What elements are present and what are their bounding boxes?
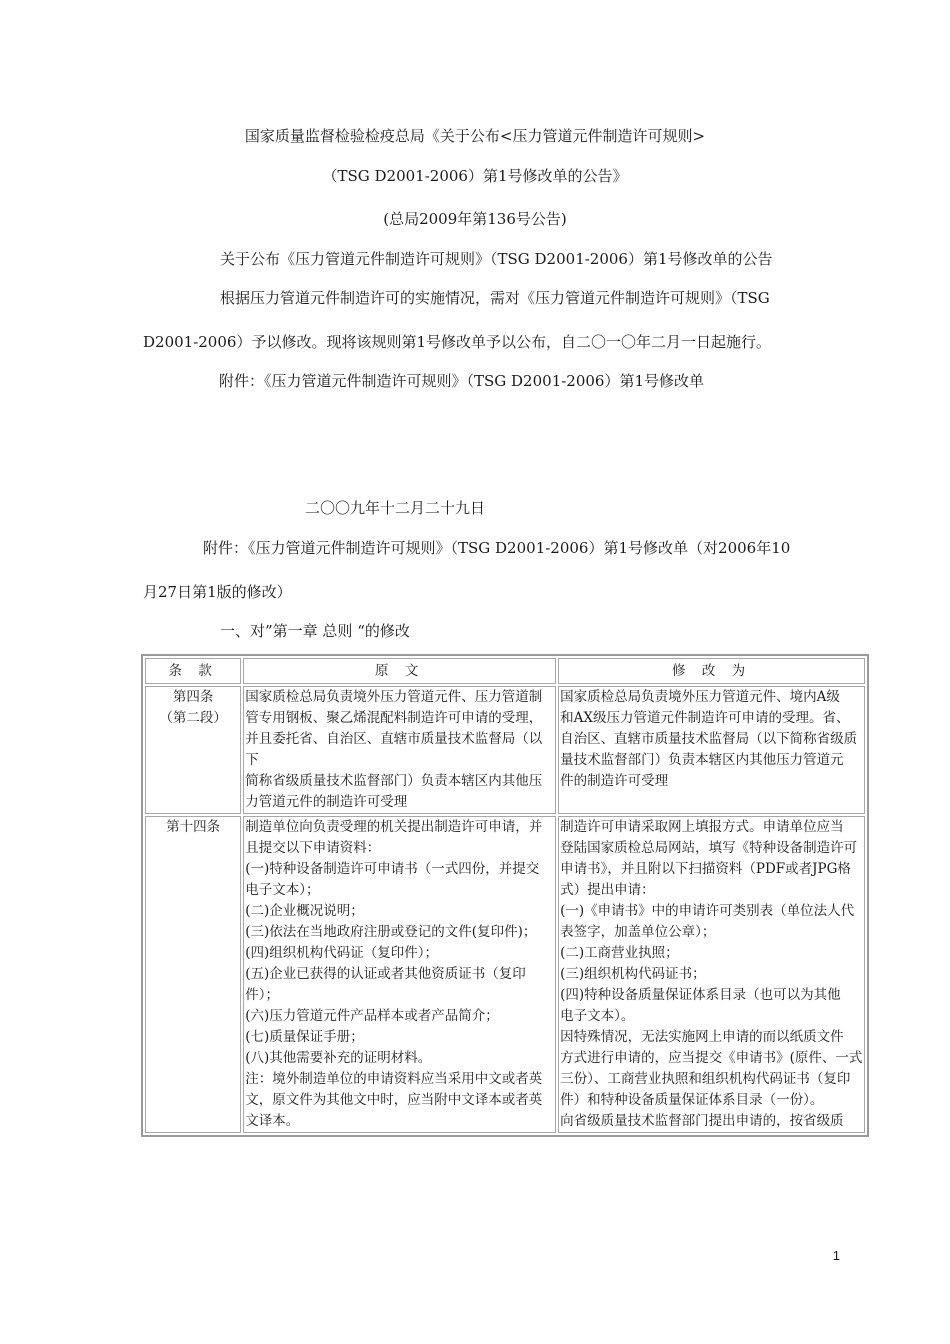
- table-row: [145, 686, 865, 814]
- notice-subject: 关于公布《压力管道元件制造许可规则》（TSG D2001-2006）第1号修改单的公告: [220, 250, 773, 268]
- clause-cell: [145, 686, 241, 814]
- text-line: 注：境外制造单位的申请资料应当采用中文或者英: [245, 1071, 543, 1087]
- clause-sub-label: （第二段）: [159, 710, 227, 726]
- text-line: 力管道元件的制造许可受理: [245, 794, 408, 810]
- text-line: (四)特种设备质量保证体系目录（也可以为其他: [560, 987, 841, 1003]
- text-line: 式）提出申请：: [560, 882, 655, 898]
- text-line: (三)依法在当地政府注册或登记的文件(复印件)；: [245, 924, 537, 940]
- text-line: (八)其他需要补充的证明材料。: [245, 1050, 432, 1066]
- text-line: (一)特种设备制造许可申请书（一式四份，并提交: [245, 861, 540, 877]
- notice-number: (总局2009年第136号公告): [383, 210, 567, 228]
- issue-date: 二〇〇九年十二月二十九日: [305, 499, 486, 517]
- text-line: 国家质检总局负责境外压力管道元件、境内A级: [560, 689, 840, 705]
- text-line: (七)质量保证手册；: [245, 1029, 364, 1045]
- text-line: 和AX级压力管道元件制造许可申请的受理。省、: [560, 710, 850, 726]
- text-line: 件）和特种设备质量保证体系目录（一份）。: [560, 1092, 824, 1108]
- text-line: 申请书》，并且附以下扫描资料（PDF或者JPG格: [560, 861, 851, 877]
- text-line: (五)企业已获得的认证或者其他资质证书（复印: [245, 966, 526, 982]
- text-line: 件）；: [245, 987, 280, 1003]
- text-line: 登陆国家质检总局网站，填写《特种设备制造许可: [560, 840, 858, 856]
- table-header-row: [145, 658, 865, 684]
- text-line: 文，原文件为其他文中时，应当附中文译本或者英: [245, 1092, 543, 1108]
- table-row: [145, 816, 865, 1133]
- text-line: 简称省级质量技术监督部门）负责本辖区内其他压: [245, 773, 543, 789]
- revised-text-cell: [558, 816, 865, 1133]
- clause-cell: 第十四条: [145, 816, 241, 1133]
- text-line: 制造单位向负责受理的机关提出制造许可申请，并: [245, 819, 543, 835]
- section-heading: 一、对”第一章 总则 “的修改: [220, 622, 410, 640]
- doc-title-line2: （TSG D2001-2006）第1号修改单的公告》: [322, 167, 628, 185]
- header-original: 原 文: [243, 658, 556, 684]
- revised-text-cell: [558, 686, 865, 814]
- text-line: 且提交以下申请资料：: [245, 840, 381, 856]
- attachment-reference: 附件：《压力管道元件制造许可规则》（TSG D2001-2006）第1号修改单: [219, 372, 705, 390]
- attachment-title-line1: 附件：《压力管道元件制造许可规则》（TSG D2001-2006）第1号修改单（对2006年10: [203, 539, 791, 557]
- text-line: 文译本。: [245, 1113, 300, 1129]
- text-line: 并且委托省、自治区、直辖市质量技术监督局（以下: [245, 731, 543, 768]
- header-revised: 修 改 为: [558, 658, 865, 684]
- clause-label: 第四条: [172, 689, 214, 705]
- amendment-table: [141, 654, 869, 1137]
- text-line: 电子文本）。: [560, 1008, 635, 1024]
- text-line: (一)《申请书》中的申请许可类别表（单位法人代: [560, 903, 855, 919]
- text-line: 量技术监督部门）负责本辖区内其他压力管道元: [560, 752, 844, 768]
- text-line: (四)组织机构代码证（复印件）；: [245, 945, 439, 961]
- text-line: 三份）、工商营业执照和组织机构代码证书（复印: [560, 1071, 851, 1087]
- paragraph-1-line1: 根据压力管道元件制造许可的实施情况，需对《压力管道元件制造许可规则》（TSG: [220, 289, 770, 307]
- doc-title-line1: 国家质量监督检验检疫总局《关于公布<压力管道元件制造许可规则>: [244, 127, 706, 145]
- header-clause: 条 款: [145, 658, 241, 684]
- text-line: (二)企业概况说明；: [245, 903, 364, 919]
- text-line: 向省级质量技术监督部门提出申请的，按省级质: [560, 1113, 844, 1129]
- text-line: 国家质检总局负责境外压力管道元件、压力管道制: [245, 689, 543, 705]
- page-number: 1: [832, 1248, 840, 1263]
- text-line: 管专用钢板、聚乙烯混配料制造许可申请的受理，: [245, 710, 543, 726]
- text-line: (六)压力管道元件产品样本或者产品简介；: [245, 1008, 499, 1024]
- text-line: 自治区、直辖市质量技术监督局（以下简称省级质: [560, 731, 858, 747]
- paragraph-1-line2: D2001-2006）予以修改。现将该规则第1号修改单予以公布，自二〇一〇年二月一日起施行。: [143, 333, 771, 351]
- text-line: 方式进行申请的，应当提交《申请书》(原件、一式: [560, 1050, 863, 1066]
- text-line: 制造许可申请采取网上填报方式。申请单位应当: [560, 819, 844, 835]
- text-line: 因特殊情况，无法实施网上申请的而以纸质文件: [560, 1029, 844, 1045]
- text-line: 件的制造许可受理: [560, 773, 669, 789]
- original-text-cell: [243, 686, 556, 814]
- text-line: 表签字，加盖单位公章）；: [560, 924, 716, 940]
- text-line: (三)组织机构代码证书；: [560, 966, 706, 982]
- attachment-title-line2: 月27日第1版的修改）: [143, 583, 292, 601]
- text-line: (二)工商营业执照；: [560, 945, 679, 961]
- text-line: 电子文本）；: [245, 882, 320, 898]
- original-text-cell: [243, 816, 556, 1133]
